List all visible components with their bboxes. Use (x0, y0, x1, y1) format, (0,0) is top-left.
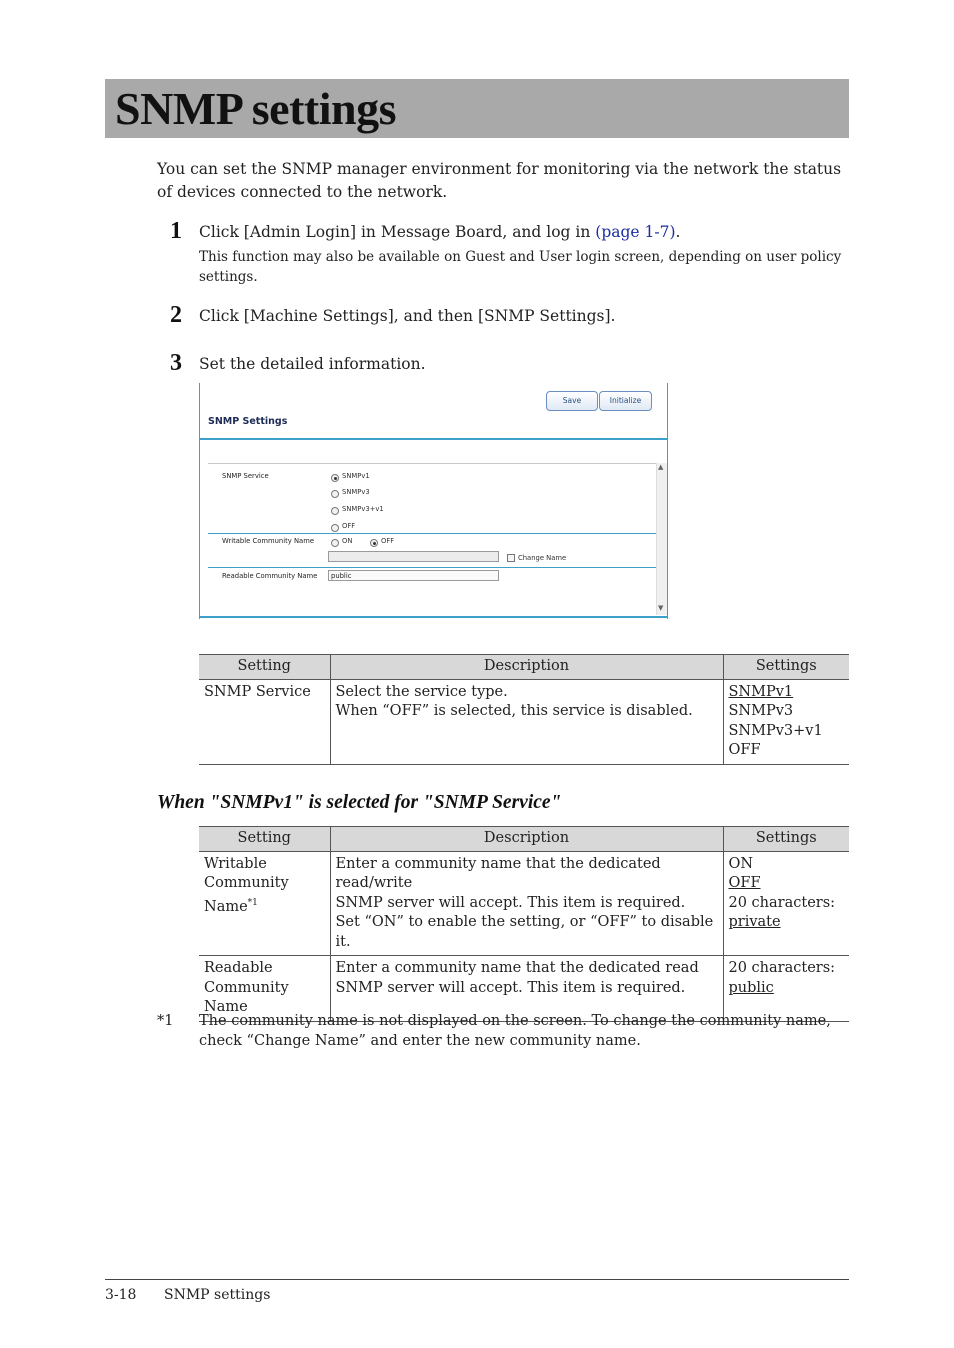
step-1-text (199, 222, 859, 242)
step-number-1: 1 (170, 218, 182, 244)
col-setting: Setting (199, 827, 330, 852)
snmpv1-settings-table (199, 826, 849, 1022)
description-line: SNMP server will accept. This item is required. (335, 979, 686, 996)
bottom-divider (200, 616, 667, 618)
footnote-mark: *1 (157, 1013, 174, 1029)
table-header-row (199, 827, 849, 852)
title-bar (105, 79, 849, 138)
footer-page-number: 3-18 (105, 1287, 137, 1303)
radio-snmpv1[interactable] (331, 474, 339, 482)
radio-snmpv3-v1[interactable] (331, 507, 339, 515)
setting-cell: SNMP Service (199, 679, 330, 764)
table-row (199, 679, 849, 764)
option-snmpv1: SNMPv1 (342, 472, 370, 480)
section-subheading: When "SNMPv1" is selected for "SNMP Service" (157, 792, 562, 813)
description-line: SNMP server will accept. This item is required. (335, 894, 686, 911)
setting-line: Name (204, 999, 248, 1015)
col-settings: Settings (723, 655, 849, 680)
writable-community-label: Writable Community Name (222, 537, 315, 545)
footnote-ref: *1 (247, 897, 258, 908)
radio-snmpv3[interactable] (331, 490, 339, 498)
step-number-3: 3 (170, 350, 182, 376)
header-divider (200, 438, 667, 440)
step-1-text-after: . (675, 223, 681, 241)
save-button[interactable]: Save (546, 391, 598, 411)
page-title: SNMP settings (115, 83, 396, 134)
footer-section: SNMP settings (164, 1287, 271, 1303)
value: SNMPv3 (728, 703, 794, 719)
snmp-settings-screenshot (199, 383, 668, 619)
setting-line: Writable (204, 855, 267, 872)
description-cell (330, 851, 723, 956)
col-description: Description (330, 655, 723, 680)
initialize-button[interactable]: Initialize (599, 391, 652, 411)
footnote-text: The community name is not displayed on the screen. To change the community name, check “Change Name” and enter the new community name. (199, 1013, 831, 1049)
step-3-text: Set the detailed information. (199, 355, 426, 373)
scrollbar[interactable] (656, 463, 667, 615)
setting-line (204, 894, 325, 917)
step-1-text-before: Click [Admin Login] in Message Board, and log in (199, 223, 596, 241)
change-name-label: Change Name (518, 554, 567, 562)
col-settings: Settings (723, 827, 849, 852)
scroll-down-icon[interactable]: ▼ (658, 604, 664, 612)
setting-line-text: Name (204, 898, 248, 915)
settings-cell (723, 679, 849, 764)
value-default: SNMPv1 (728, 683, 794, 700)
change-name-checkbox[interactable] (507, 554, 515, 562)
radio-off[interactable] (331, 524, 339, 532)
step-2-text: Click [Machine Settings], and then [SNMP Settings]. (199, 307, 616, 325)
description-line: Enter a community name that the dedicated read/write (335, 855, 661, 891)
radio-writable-off[interactable] (370, 539, 378, 547)
snmp-service-label: SNMP Service (222, 472, 269, 480)
writable-community-input[interactable] (328, 551, 499, 562)
setting-line: Community (204, 979, 289, 996)
col-description: Description (330, 827, 723, 852)
value-default: public (728, 979, 774, 996)
page-link[interactable]: (page 1-7) (595, 223, 676, 241)
description-line: Select the service type. (335, 683, 508, 700)
readable-community-label: Readable Community Name (222, 572, 318, 580)
col-setting: Setting (199, 655, 330, 680)
step-number-2: 2 (170, 302, 182, 328)
description-cell (330, 679, 723, 764)
description-line: When “OFF” is selected, this service is disabled. (335, 703, 693, 719)
screenshot-header: SNMP Settings (208, 416, 288, 427)
value-default: OFF (728, 875, 761, 891)
description-line: Enter a community name that the dedicated read (335, 960, 699, 976)
option-off: OFF (342, 522, 356, 530)
step-1-note: This function may also be available on Guest and User login screen, depending on user policy settings. (199, 249, 842, 285)
setting-cell (199, 851, 330, 956)
setting-line: Community (204, 875, 289, 891)
footer-rule (105, 1279, 849, 1280)
section-divider-2 (208, 567, 656, 568)
value: SNMPv3+v1 (728, 722, 823, 739)
option-snmpv3-v1: SNMPv3+v1 (342, 505, 384, 513)
readable-community-input[interactable]: public (328, 570, 499, 581)
writable-off-label: OFF (381, 537, 395, 545)
value: ON (728, 855, 754, 872)
intro-paragraph: You can set the SNMP manager environment for monitoring via the network the status of devices connected to the network. (157, 160, 842, 201)
option-snmpv3: SNMPv3 (342, 488, 370, 496)
value: OFF (728, 742, 761, 758)
value: 20 characters: (728, 894, 836, 911)
description-line: Set “ON” to enable the setting, or “OFF” to disable it. (335, 914, 714, 950)
table-row (199, 851, 849, 956)
value-default: private (728, 914, 781, 930)
table-header-row (199, 655, 849, 680)
settings-cell (723, 851, 849, 956)
value: 20 characters: (728, 960, 836, 976)
scroll-up-icon[interactable]: ▲ (658, 463, 664, 471)
radio-writable-on[interactable] (331, 539, 339, 547)
section-divider (208, 533, 656, 534)
snmp-service-table (199, 654, 849, 765)
setting-line: Readable (204, 960, 273, 976)
writable-on-label: ON (342, 537, 353, 545)
